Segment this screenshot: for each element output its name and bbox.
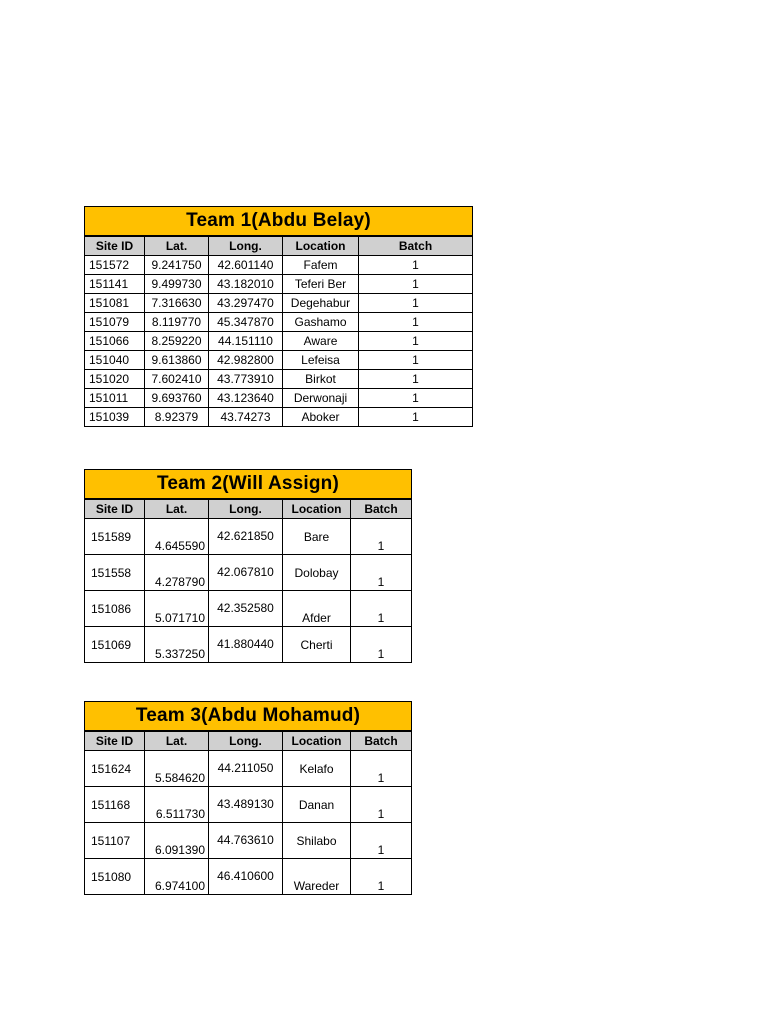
cell-site-id: 151168	[85, 787, 145, 823]
cell-site-id: 151039	[85, 408, 145, 427]
table-row	[85, 627, 412, 663]
cell-batch: 1	[359, 313, 473, 332]
cell-lat: 6.511730	[145, 787, 209, 823]
cell-lat: 4.278790	[145, 555, 209, 591]
cell-site-id: 151589	[85, 519, 145, 555]
cell-long: 46.410600	[209, 859, 283, 895]
table-row	[85, 859, 412, 895]
cell-site-id: 151080	[85, 859, 145, 895]
cell-batch: 1	[359, 389, 473, 408]
cell-location: Shilabo	[283, 823, 351, 859]
cell-lat: 7.316630	[145, 294, 209, 313]
cell-location: Afder	[283, 591, 351, 627]
table-row	[85, 370, 473, 389]
header-location: Location	[283, 500, 351, 519]
table-header-row	[85, 732, 412, 751]
cell-long: 42.601140	[209, 256, 283, 275]
cell-site-id: 151020	[85, 370, 145, 389]
cell-lat: 6.974100	[145, 859, 209, 895]
header-batch: Batch	[351, 500, 412, 519]
cell-site-id: 151624	[85, 751, 145, 787]
cell-long: 41.880440	[209, 627, 283, 663]
cell-lat: 5.584620	[145, 751, 209, 787]
cell-location: Dolobay	[283, 555, 351, 591]
table-row	[85, 389, 473, 408]
cell-lat: 9.693760	[145, 389, 209, 408]
cell-long: 42.352580	[209, 591, 283, 627]
header-long: Long.	[209, 237, 283, 256]
header-lat: Lat.	[145, 237, 209, 256]
cell-batch: 1	[359, 370, 473, 389]
cell-long: 44.763610	[209, 823, 283, 859]
cell-site-id: 151086	[85, 591, 145, 627]
cell-location: Gashamo	[283, 313, 359, 332]
team-3-table	[84, 731, 412, 895]
header-lat: Lat.	[145, 732, 209, 751]
cell-batch: 1	[359, 256, 473, 275]
header-long: Long.	[209, 500, 283, 519]
cell-location: Teferi Ber	[283, 275, 359, 294]
header-site-id: Site ID	[85, 237, 145, 256]
cell-site-id: 151558	[85, 555, 145, 591]
cell-site-id: 151081	[85, 294, 145, 313]
cell-long: 43.297470	[209, 294, 283, 313]
table-header-row	[85, 500, 412, 519]
cell-batch: 1	[351, 787, 412, 823]
cell-batch: 1	[359, 332, 473, 351]
cell-batch: 1	[351, 627, 412, 663]
cell-location: Derwonaji	[283, 389, 359, 408]
table-row	[85, 591, 412, 627]
cell-site-id: 151069	[85, 627, 145, 663]
team-3-table-block	[84, 701, 412, 895]
cell-location: Birkot	[283, 370, 359, 389]
cell-lat: 7.602410	[145, 370, 209, 389]
cell-long: 45.347870	[209, 313, 283, 332]
team-1-table-block	[84, 206, 473, 427]
cell-long: 42.067810	[209, 555, 283, 591]
cell-batch: 1	[351, 519, 412, 555]
cell-batch: 1	[359, 275, 473, 294]
cell-location: Bare	[283, 519, 351, 555]
header-site-id: Site ID	[85, 732, 145, 751]
cell-lat: 5.071710	[145, 591, 209, 627]
table-row	[85, 823, 412, 859]
cell-location: Wareder	[283, 859, 351, 895]
cell-location: Degehabur	[283, 294, 359, 313]
cell-batch: 1	[351, 555, 412, 591]
table-row	[85, 555, 412, 591]
table-row	[85, 519, 412, 555]
header-location: Location	[283, 237, 359, 256]
header-long: Long.	[209, 732, 283, 751]
cell-batch: 1	[359, 351, 473, 370]
table-row	[85, 751, 412, 787]
cell-lat: 4.645590	[145, 519, 209, 555]
team-2-title: Team 2(Will Assign)	[84, 469, 412, 499]
table-row	[85, 275, 473, 294]
cell-long: 43.123640	[209, 389, 283, 408]
table-header-row	[85, 237, 473, 256]
header-batch: Batch	[359, 237, 473, 256]
cell-long: 44.211050	[209, 751, 283, 787]
header-location: Location	[283, 732, 351, 751]
table-row	[85, 313, 473, 332]
team-2-table-block	[84, 469, 412, 663]
table-row	[85, 332, 473, 351]
cell-location: Cherti	[283, 627, 351, 663]
cell-location: Lefeisa	[283, 351, 359, 370]
cell-long: 42.621850	[209, 519, 283, 555]
team-3-title: Team 3(Abdu Mohamud)	[84, 701, 412, 731]
header-lat: Lat.	[145, 500, 209, 519]
cell-site-id: 151011	[85, 389, 145, 408]
table-row	[85, 351, 473, 370]
cell-long: 43.773910	[209, 370, 283, 389]
cell-lat: 9.499730	[145, 275, 209, 294]
cell-location: Aware	[283, 332, 359, 351]
table-row	[85, 408, 473, 427]
cell-site-id: 151079	[85, 313, 145, 332]
cell-site-id: 151040	[85, 351, 145, 370]
cell-site-id: 151066	[85, 332, 145, 351]
team-2-table	[84, 499, 412, 663]
cell-batch: 1	[351, 823, 412, 859]
cell-long: 42.982800	[209, 351, 283, 370]
cell-site-id: 151141	[85, 275, 145, 294]
cell-batch: 1	[351, 751, 412, 787]
cell-lat: 8.259220	[145, 332, 209, 351]
table-row	[85, 787, 412, 823]
header-batch: Batch	[351, 732, 412, 751]
cell-long: 43.182010	[209, 275, 283, 294]
cell-lat: 6.091390	[145, 823, 209, 859]
cell-location: Fafem	[283, 256, 359, 275]
cell-site-id: 151572	[85, 256, 145, 275]
cell-lat: 9.241750	[145, 256, 209, 275]
cell-location: Aboker	[283, 408, 359, 427]
cell-batch: 1	[359, 294, 473, 313]
cell-lat: 9.613860	[145, 351, 209, 370]
cell-lat: 8.119770	[145, 313, 209, 332]
cell-batch: 1	[359, 408, 473, 427]
cell-lat: 8.92379	[145, 408, 209, 427]
team-1-title: Team 1(Abdu Belay)	[84, 206, 473, 236]
table-row	[85, 256, 473, 275]
table-row	[85, 294, 473, 313]
cell-long: 43.489130	[209, 787, 283, 823]
cell-site-id: 151107	[85, 823, 145, 859]
cell-lat: 5.337250	[145, 627, 209, 663]
cell-long: 44.151110	[209, 332, 283, 351]
header-site-id: Site ID	[85, 500, 145, 519]
cell-long: 43.74273	[209, 408, 283, 427]
cell-batch: 1	[351, 859, 412, 895]
cell-location: Kelafo	[283, 751, 351, 787]
cell-location: Danan	[283, 787, 351, 823]
cell-batch: 1	[351, 591, 412, 627]
team-1-table	[84, 236, 473, 427]
